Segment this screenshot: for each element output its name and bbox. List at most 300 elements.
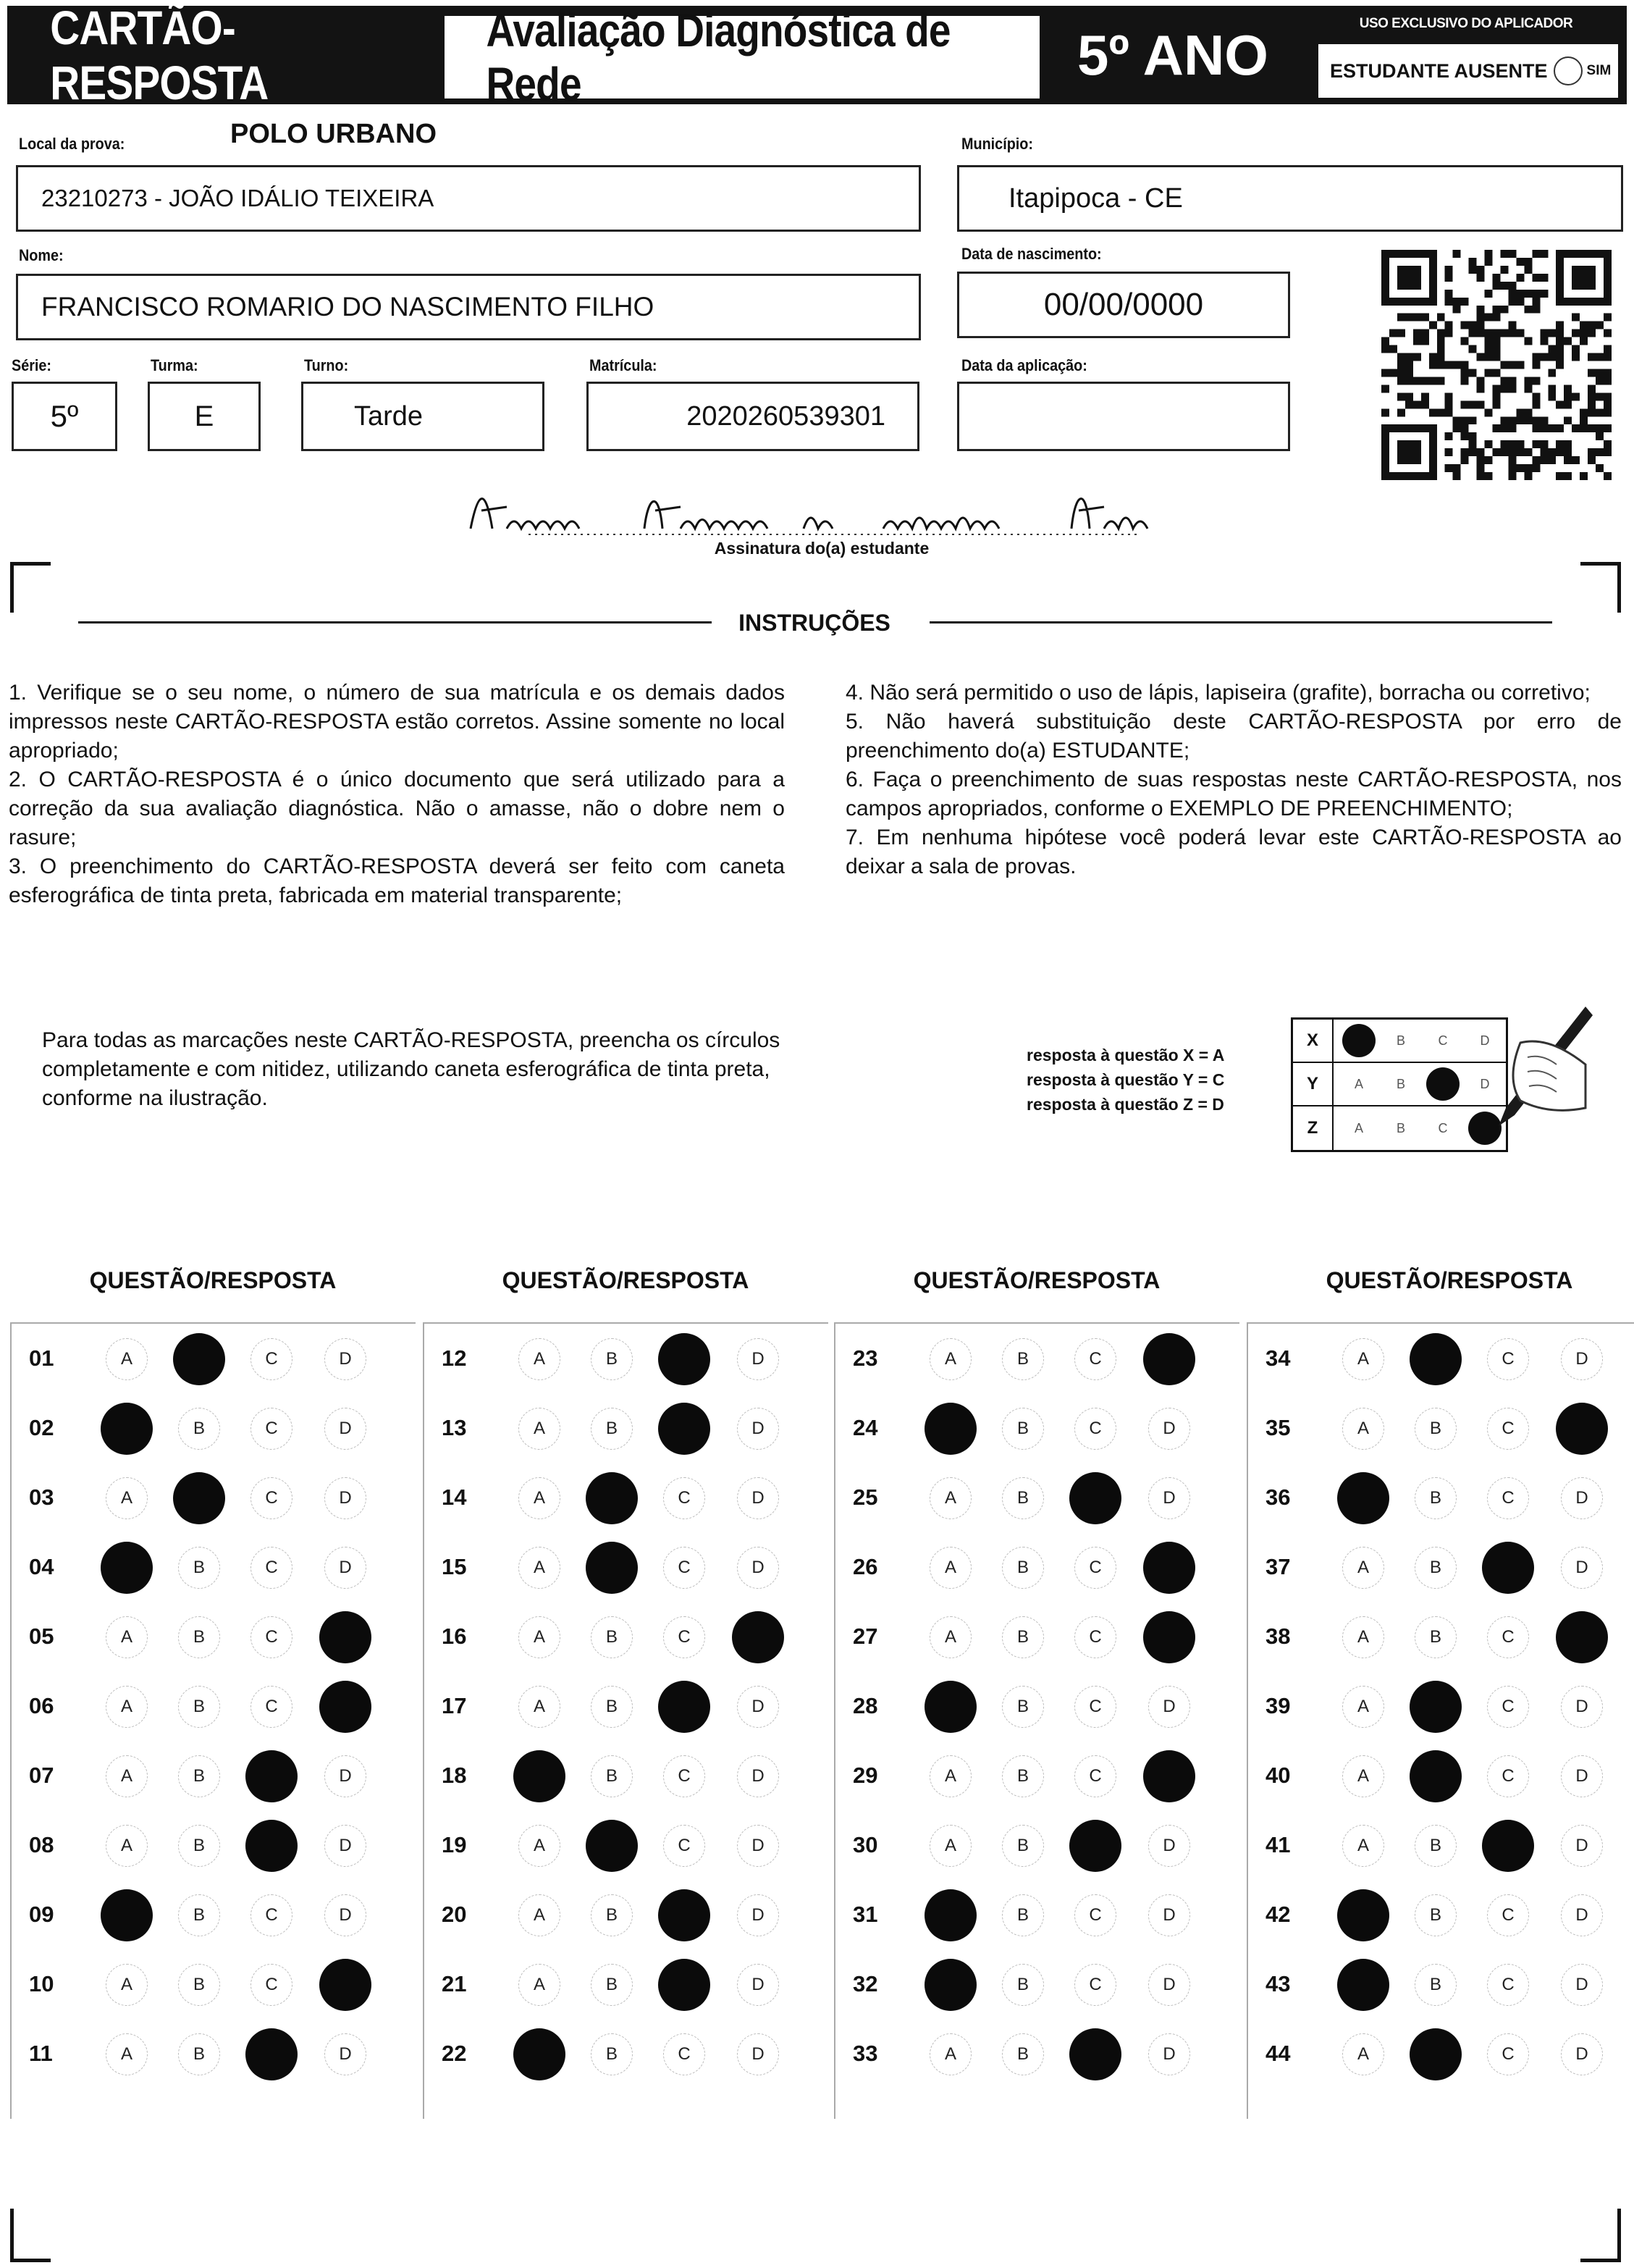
answer-row <box>12 1463 417 1532</box>
question-number: 08 <box>29 1832 54 1857</box>
answer-bubble-c[interactable]: C <box>1487 2033 1529 2075</box>
answer-row <box>835 1532 1241 1602</box>
answer-bubble-c[interactable]: C <box>1074 1616 1116 1658</box>
answer-bubble-a[interactable] <box>925 1889 977 1941</box>
pen-hand-icon <box>1477 999 1600 1130</box>
question-number: 30 <box>853 1832 878 1857</box>
question-number: 32 <box>853 1971 878 1996</box>
instruction-item: 6. Faça o preenchimento de suas respostas neste CARTÃO-RESPOSTA, nos campos apropriados, conforme o EXEMPLO DE PREENCHIMENTO; <box>846 768 1622 820</box>
answer-bubble-b[interactable]: B <box>178 1964 220 2006</box>
example-row <box>1293 1020 1506 1063</box>
answer-bubble-c[interactable] <box>658 1333 710 1385</box>
answer-bubble-a[interactable]: A <box>518 1477 560 1519</box>
answer-bubble-c[interactable] <box>658 1889 710 1941</box>
answer-bubble-d[interactable]: D <box>737 1408 779 1450</box>
answer-bubble-b[interactable] <box>1410 1750 1462 1802</box>
answer-bubble-b[interactable] <box>586 1820 638 1872</box>
answer-bubble-a[interactable] <box>101 1889 153 1941</box>
answer-bubble-d[interactable]: D <box>1561 1338 1603 1380</box>
answer-bubble-d[interactable]: D <box>1561 1894 1603 1936</box>
answer-bubble-d[interactable]: D <box>324 1338 366 1380</box>
fill-instruction-note: Para todas as marcações neste CARTÃO-RESPOSTA, preencha os círculos completamente e com nitidez, utilizando caneta esferográfica de tinta preta, conforme na ilustração. <box>42 1028 780 1110</box>
question-number: 11 <box>29 2041 53 2066</box>
answer-bubble-c[interactable]: C <box>1074 1894 1116 1936</box>
name-field <box>16 274 921 340</box>
instructions-left <box>9 679 785 910</box>
answer-bubble-b[interactable] <box>173 1333 225 1385</box>
student-absent-checkbox[interactable] <box>1554 56 1583 85</box>
answer-bubble-d[interactable]: D <box>1148 1825 1190 1867</box>
answer-bubble-a[interactable]: A <box>106 1964 148 2006</box>
answer-row <box>1248 1671 1634 1741</box>
question-number: 02 <box>29 1415 54 1440</box>
example-bubble: C <box>1438 1033 1448 1048</box>
answer-bubble-b[interactable]: B <box>591 1686 633 1728</box>
answer-bubble-d[interactable] <box>1556 1403 1608 1455</box>
answer-row <box>424 1532 830 1602</box>
municipality-label: Município: <box>961 135 1033 153</box>
location-header: POLO URBANO <box>230 119 437 149</box>
answer-bubble-c[interactable] <box>245 2028 298 2080</box>
answer-bubble-d[interactable]: D <box>737 1686 779 1728</box>
student-absent-label: ESTUDANTE AUSENTE <box>1330 59 1548 82</box>
answer-bubble-a[interactable]: A <box>930 1825 972 1867</box>
enrollment-field <box>586 382 919 451</box>
answer-bubble-d[interactable]: D <box>737 1338 779 1380</box>
answer-bubble-b[interactable]: B <box>1415 1547 1457 1589</box>
answer-bubble-c[interactable]: C <box>663 2033 705 2075</box>
answer-bubble-c[interactable]: C <box>1487 1477 1529 1519</box>
answer-row <box>12 1393 417 1463</box>
answer-bubble-d[interactable]: D <box>737 1755 779 1797</box>
question-number: 19 <box>442 1832 467 1857</box>
answer-bubble-d[interactable]: D <box>324 2033 366 2075</box>
answer-bubble-d[interactable]: D <box>324 1894 366 1936</box>
question-number: 04 <box>29 1554 54 1579</box>
class-label: Turma: <box>151 356 198 374</box>
answer-bubble-b[interactable]: B <box>1002 1825 1044 1867</box>
answer-bubble-a[interactable]: A <box>106 1686 148 1728</box>
answer-bubble-c[interactable]: C <box>1074 1408 1116 1450</box>
answer-bubble-c[interactable]: C <box>1074 1686 1116 1728</box>
answer-bubble-d[interactable]: D <box>1561 1547 1603 1589</box>
answer-bubble-a[interactable]: A <box>106 1338 148 1380</box>
answer-row <box>835 1810 1241 1880</box>
answer-row <box>12 1324 417 1393</box>
answer-bubble-d[interactable]: D <box>1148 1477 1190 1519</box>
answer-bubble-a[interactable]: A <box>106 1825 148 1867</box>
answer-bubble-a[interactable] <box>925 1403 977 1455</box>
birth-date-value: 00/00/0000 <box>1043 287 1204 322</box>
answer-row <box>424 2019 830 2088</box>
example-bubble: B <box>1396 1120 1405 1135</box>
answer-bubble-b[interactable]: B <box>178 1408 220 1450</box>
example-bubble: B <box>1396 1033 1405 1048</box>
answer-row <box>1248 1324 1634 1393</box>
example-bubble: A <box>1354 1076 1363 1091</box>
name-label: Nome: <box>19 246 64 264</box>
answer-bubble-a[interactable]: A <box>1342 2033 1384 2075</box>
answer-bubble-d[interactable]: D <box>737 2033 779 2075</box>
answer-bubble-a[interactable]: A <box>518 1825 560 1867</box>
answer-bubble-b[interactable]: B <box>178 1547 220 1589</box>
answer-bubble-b[interactable]: B <box>591 1408 633 1450</box>
answer-bubble-b[interactable]: B <box>1415 1616 1457 1658</box>
answer-bubble-b[interactable] <box>173 1472 225 1524</box>
grade-title: 5º ANO <box>1077 22 1268 87</box>
answer-bubble-a[interactable]: A <box>1342 1408 1384 1450</box>
answer-bubble-a[interactable]: A <box>518 1338 560 1380</box>
answer-bubble-b[interactable] <box>1410 1681 1462 1733</box>
crop-corner-tl <box>10 562 51 613</box>
answer-bubble-b[interactable]: B <box>1002 1755 1044 1797</box>
shift-label: Turno: <box>304 356 349 374</box>
answer-row <box>1248 1463 1634 1532</box>
answer-bubble-c[interactable] <box>1069 1472 1121 1524</box>
question-number: 40 <box>1265 1763 1291 1788</box>
answer-bubble-a[interactable]: A <box>1342 1825 1384 1867</box>
answer-bubble-b[interactable] <box>1410 1333 1462 1385</box>
birth-date-label: Data de nascimento: <box>961 245 1102 263</box>
answer-bubble-c[interactable]: C <box>1074 1547 1116 1589</box>
answer-row <box>835 1393 1241 1463</box>
question-number: 23 <box>853 1345 878 1371</box>
answer-column-header: QUESTÃO/RESPOSTA <box>89 1267 337 1293</box>
answer-column <box>834 1322 1239 2119</box>
answer-bubble-a[interactable]: A <box>1342 1755 1384 1797</box>
answer-row <box>1248 1741 1634 1810</box>
answer-bubble-b[interactable]: B <box>1002 2033 1044 2075</box>
question-number: 01 <box>29 1345 54 1371</box>
answer-bubble-c[interactable] <box>245 1750 298 1802</box>
answer-column-header: QUESTÃO/RESPOSTA <box>913 1267 1161 1293</box>
grade-value: 5º <box>50 399 79 433</box>
answer-bubble-a[interactable]: A <box>106 1477 148 1519</box>
answer-bubble-b[interactable]: B <box>1415 1825 1457 1867</box>
answer-bubble-d[interactable]: D <box>324 1547 366 1589</box>
student-absent-option: SIM <box>1586 63 1612 78</box>
answer-bubble-d[interactable]: D <box>1561 1825 1603 1867</box>
answer-column-header: QUESTÃO/RESPOSTA <box>1326 1267 1573 1293</box>
answer-bubble-b[interactable]: B <box>591 1616 633 1658</box>
answer-bubble-b[interactable]: B <box>591 1894 633 1936</box>
answer-bubble-a[interactable]: A <box>930 1338 972 1380</box>
answer-bubble-a[interactable]: A <box>930 1477 972 1519</box>
example-row-label: X <box>1293 1020 1334 1062</box>
municipality-field <box>957 165 1623 232</box>
answer-bubble-a[interactable] <box>925 1959 977 2011</box>
question-number: 26 <box>853 1554 878 1579</box>
answer-bubble-a[interactable]: A <box>518 1616 560 1658</box>
answer-bubble-d[interactable]: D <box>737 1825 779 1867</box>
answer-bubble-c[interactable]: C <box>1487 1408 1529 1450</box>
evaluation-title: Avaliação Diagnóstica de Rede <box>486 4 951 110</box>
location-field <box>16 165 921 232</box>
example-bubble: A <box>1354 1120 1363 1135</box>
answer-row <box>835 1880 1241 1949</box>
card-title: CARTÃO-RESPOSTA <box>50 1 269 109</box>
answer-bubble-d[interactable] <box>1143 1542 1195 1594</box>
question-number: 34 <box>1265 1345 1291 1371</box>
answer-bubble-c[interactable]: C <box>250 1616 292 1658</box>
answer-bubble-b[interactable]: B <box>178 1686 220 1728</box>
answer-bubble-a[interactable]: A <box>106 1755 148 1797</box>
answer-bubble-d[interactable]: D <box>1148 1686 1190 1728</box>
answer-bubble-c[interactable]: C <box>1074 1338 1116 1380</box>
example-row-label: Z <box>1293 1106 1334 1150</box>
answer-bubble-c[interactable]: C <box>250 1408 292 1450</box>
answer-bubble-a[interactable]: A <box>1342 1616 1384 1658</box>
answer-bubble-b[interactable]: B <box>1002 1547 1044 1589</box>
example-row <box>1293 1063 1506 1106</box>
answer-row <box>1248 1810 1634 1880</box>
answer-bubble-d[interactable]: D <box>324 1477 366 1519</box>
answer-row <box>424 1880 830 1949</box>
answer-bubble-c[interactable] <box>1482 1820 1534 1872</box>
answer-bubble-b[interactable]: B <box>591 2033 633 2075</box>
answer-bubble-d[interactable] <box>1143 1333 1195 1385</box>
answer-bubble-b[interactable]: B <box>1002 1894 1044 1936</box>
answer-bubble-a[interactable] <box>101 1542 153 1594</box>
answer-bubble-c[interactable] <box>658 1403 710 1455</box>
instructions-title: INSTRUÇÕES <box>738 610 890 636</box>
example-legend <box>1027 1043 1224 1117</box>
answer-bubble-b[interactable]: B <box>1002 1338 1044 1380</box>
question-number: 03 <box>29 1484 54 1510</box>
answer-bubble-c[interactable]: C <box>250 1894 292 1936</box>
answer-bubble-d[interactable]: D <box>324 1408 366 1450</box>
answer-column-header: QUESTÃO/RESPOSTA <box>502 1267 749 1293</box>
example-row <box>1293 1106 1506 1150</box>
answer-bubble-b[interactable]: B <box>1002 1616 1044 1658</box>
answer-bubble-a[interactable]: A <box>1342 1547 1384 1589</box>
question-number: 25 <box>853 1484 878 1510</box>
answer-bubble-a[interactable]: A <box>930 1547 972 1589</box>
answer-bubble-c[interactable] <box>658 1681 710 1733</box>
answer-bubble-c[interactable]: C <box>250 1477 292 1519</box>
answer-bubble-d[interactable]: D <box>1148 1408 1190 1450</box>
answer-bubble-d[interactable]: D <box>1148 1894 1190 1936</box>
answer-bubble-a[interactable]: A <box>106 1616 148 1658</box>
answer-row <box>1248 1602 1634 1671</box>
fill-example-grid <box>1291 1017 1508 1152</box>
question-number: 41 <box>1265 1832 1291 1857</box>
answer-row <box>1248 2019 1634 2088</box>
answer-bubble-d[interactable]: D <box>737 1477 779 1519</box>
answer-bubble-a[interactable]: A <box>1342 1686 1384 1728</box>
answer-row <box>424 1810 830 1880</box>
class-field <box>148 382 261 451</box>
answer-row <box>835 1602 1241 1671</box>
answer-bubble-b[interactable] <box>1410 2028 1462 2080</box>
question-number: 38 <box>1265 1624 1291 1649</box>
answer-bubble-b[interactable] <box>586 1542 638 1594</box>
answer-bubble-c[interactable]: C <box>663 1825 705 1867</box>
answer-row <box>1248 1393 1634 1463</box>
answer-bubble-a[interactable] <box>101 1403 153 1455</box>
instructions-right <box>846 679 1622 881</box>
question-number: 07 <box>29 1763 54 1788</box>
example-row-label: Y <box>1293 1063 1334 1105</box>
answer-bubble-a[interactable] <box>1337 1889 1389 1941</box>
example-bubble: D <box>1480 1076 1490 1091</box>
answer-bubble-a[interactable] <box>513 1750 565 1802</box>
answer-row <box>424 1393 830 1463</box>
answer-bubble-a[interactable] <box>1337 1959 1389 2011</box>
answer-bubble-d[interactable] <box>1143 1611 1195 1663</box>
answer-bubble-b[interactable]: B <box>1415 1964 1457 2006</box>
answer-bubble-a[interactable]: A <box>106 2033 148 2075</box>
answer-bubble-b[interactable]: B <box>178 1616 220 1658</box>
example-bubble: C <box>1438 1120 1448 1135</box>
answer-bubble-c[interactable]: C <box>663 1547 705 1589</box>
answer-bubble-d[interactable]: D <box>1561 2033 1603 2075</box>
answer-row <box>835 1324 1241 1393</box>
question-number: 20 <box>442 1902 467 1927</box>
answer-bubble-a[interactable] <box>925 1681 977 1733</box>
answer-bubble-b[interactable]: B <box>1415 1477 1457 1519</box>
answer-column <box>10 1322 416 2119</box>
answer-bubble-b[interactable] <box>586 1472 638 1524</box>
answer-bubble-a[interactable]: A <box>518 1408 560 1450</box>
answer-bubble-d[interactable]: D <box>1561 1477 1603 1519</box>
question-number: 15 <box>442 1554 467 1579</box>
answer-bubble-c[interactable]: C <box>1487 1964 1529 2006</box>
signature-caption: Assinatura do(a) estudante <box>714 539 930 558</box>
instruction-item: 4. Não será permitido o uso de lápis, lapiseira (grafite), borracha ou corretivo; <box>846 681 1591 705</box>
application-date-field[interactable] <box>957 382 1290 451</box>
question-number: 29 <box>853 1763 878 1788</box>
answer-bubble-b[interactable]: B <box>1002 1686 1044 1728</box>
answer-bubble-c[interactable] <box>658 1959 710 2011</box>
answer-bubble-c[interactable]: C <box>1487 1338 1529 1380</box>
question-number: 06 <box>29 1693 54 1718</box>
question-number: 36 <box>1265 1484 1291 1510</box>
student-signature <box>463 478 1187 543</box>
answer-column <box>1247 1322 1634 2119</box>
answer-bubble-c[interactable] <box>1482 1542 1534 1594</box>
answer-bubble-b[interactable]: B <box>1002 1477 1044 1519</box>
crop-corner-bl <box>10 2209 51 2262</box>
answer-bubble-c[interactable]: C <box>663 1755 705 1797</box>
answer-bubble-a[interactable]: A <box>930 2033 972 2075</box>
answer-bubble-d[interactable] <box>319 1959 371 2011</box>
answer-row <box>424 1671 830 1741</box>
answer-bubble-a[interactable]: A <box>930 1755 972 1797</box>
answer-row <box>835 1949 1241 2019</box>
answer-bubble-c[interactable]: C <box>250 1547 292 1589</box>
question-number: 21 <box>442 1971 467 1996</box>
answer-bubble-b[interactable]: B <box>591 1338 633 1380</box>
answer-bubble-b[interactable]: B <box>1415 1894 1457 1936</box>
answer-bubble-c[interactable] <box>1069 2028 1121 2080</box>
answer-bubble-d[interactable]: D <box>737 1894 779 1936</box>
question-number: 27 <box>853 1624 878 1649</box>
answer-bubble-c[interactable]: C <box>250 1338 292 1380</box>
answer-bubble-c[interactable]: C <box>1074 1964 1116 2006</box>
shift-value: Tarde <box>354 400 424 432</box>
answer-bubble-b[interactable]: B <box>178 1825 220 1867</box>
answer-row <box>1248 1532 1634 1602</box>
answer-bubble-c[interactable]: C <box>1487 1616 1529 1658</box>
name-value: FRANCISCO ROMARIO DO NASCIMENTO FILHO <box>41 292 654 322</box>
answer-bubble-d[interactable] <box>319 1611 371 1663</box>
question-number: 18 <box>442 1763 467 1788</box>
question-number: 10 <box>29 1971 54 1996</box>
answer-bubble-a[interactable]: A <box>518 1547 560 1589</box>
answer-bubble-c[interactable]: C <box>250 1686 292 1728</box>
location-label: Local da prova: <box>19 135 125 153</box>
answer-bubble-d[interactable]: D <box>1561 1686 1603 1728</box>
answer-bubble-c[interactable]: C <box>250 1964 292 2006</box>
answer-bubble-b[interactable]: B <box>178 1755 220 1797</box>
answer-bubble-c[interactable]: C <box>1074 1755 1116 1797</box>
answer-bubble-b[interactable]: B <box>178 2033 220 2075</box>
crop-corner-br <box>1580 2209 1621 2262</box>
answer-bubble-d[interactable] <box>1143 1750 1195 1802</box>
applicator-label: USO EXCLUSIVO DO APLICADOR <box>1359 16 1573 31</box>
answer-row <box>835 1671 1241 1741</box>
answer-bubble-d[interactable]: D <box>737 1964 779 2006</box>
answer-bubble-c[interactable]: C <box>663 1616 705 1658</box>
answer-bubble-b[interactable]: B <box>178 1894 220 1936</box>
example-legend-item: resposta à questão X = A <box>1027 1046 1225 1064</box>
question-number: 31 <box>853 1902 878 1927</box>
answer-bubble-c[interactable] <box>1069 1820 1121 1872</box>
answer-bubble-a[interactable] <box>513 2028 565 2080</box>
example-bubble: B <box>1396 1076 1405 1091</box>
answer-bubble-d[interactable]: D <box>1561 1755 1603 1797</box>
example-bubble <box>1426 1067 1460 1101</box>
question-number: 44 <box>1265 2041 1291 2066</box>
answer-bubble-a[interactable]: A <box>518 1964 560 2006</box>
answer-bubble-b[interactable]: B <box>1415 1408 1457 1450</box>
answer-bubble-d[interactable]: D <box>324 1825 366 1867</box>
answer-bubble-c[interactable]: C <box>663 1477 705 1519</box>
answer-bubble-d[interactable]: D <box>1148 1964 1190 2006</box>
answer-bubble-c[interactable]: C <box>1487 1755 1529 1797</box>
answer-bubble-d[interactable]: D <box>1148 2033 1190 2075</box>
answer-bubble-d[interactable] <box>732 1611 784 1663</box>
answer-row <box>1248 1880 1634 1949</box>
answer-row <box>12 1532 417 1602</box>
answer-bubble-d[interactable] <box>1556 1611 1608 1663</box>
answer-bubble-a[interactable]: A <box>518 1686 560 1728</box>
answer-bubble-b[interactable]: B <box>1002 1964 1044 2006</box>
answer-bubble-d[interactable]: D <box>737 1547 779 1589</box>
answer-bubble-d[interactable]: D <box>1561 1964 1603 2006</box>
example-legend-item: resposta à questão Y = C <box>1027 1070 1225 1089</box>
answer-bubble-c[interactable] <box>245 1820 298 1872</box>
answer-bubble-b[interactable]: B <box>591 1755 633 1797</box>
answer-bubble-a[interactable]: A <box>1342 1338 1384 1380</box>
answer-bubble-d[interactable]: D <box>324 1755 366 1797</box>
answer-bubble-b[interactable]: B <box>1002 1408 1044 1450</box>
answer-bubble-a[interactable] <box>1337 1472 1389 1524</box>
answer-bubble-c[interactable]: C <box>1487 1686 1529 1728</box>
grade-field <box>12 382 117 451</box>
answer-bubble-b[interactable]: B <box>591 1964 633 2006</box>
shift-field <box>301 382 544 451</box>
municipality-value: Itapipoca - CE <box>1008 182 1183 214</box>
answer-row <box>424 1463 830 1532</box>
answer-bubble-a[interactable]: A <box>930 1616 972 1658</box>
answer-bubble-c[interactable]: C <box>1487 1894 1529 1936</box>
question-number: 09 <box>29 1902 54 1927</box>
answer-row <box>12 1949 417 2019</box>
answer-bubble-d[interactable] <box>319 1681 371 1733</box>
answer-bubble-a[interactable]: A <box>518 1894 560 1936</box>
